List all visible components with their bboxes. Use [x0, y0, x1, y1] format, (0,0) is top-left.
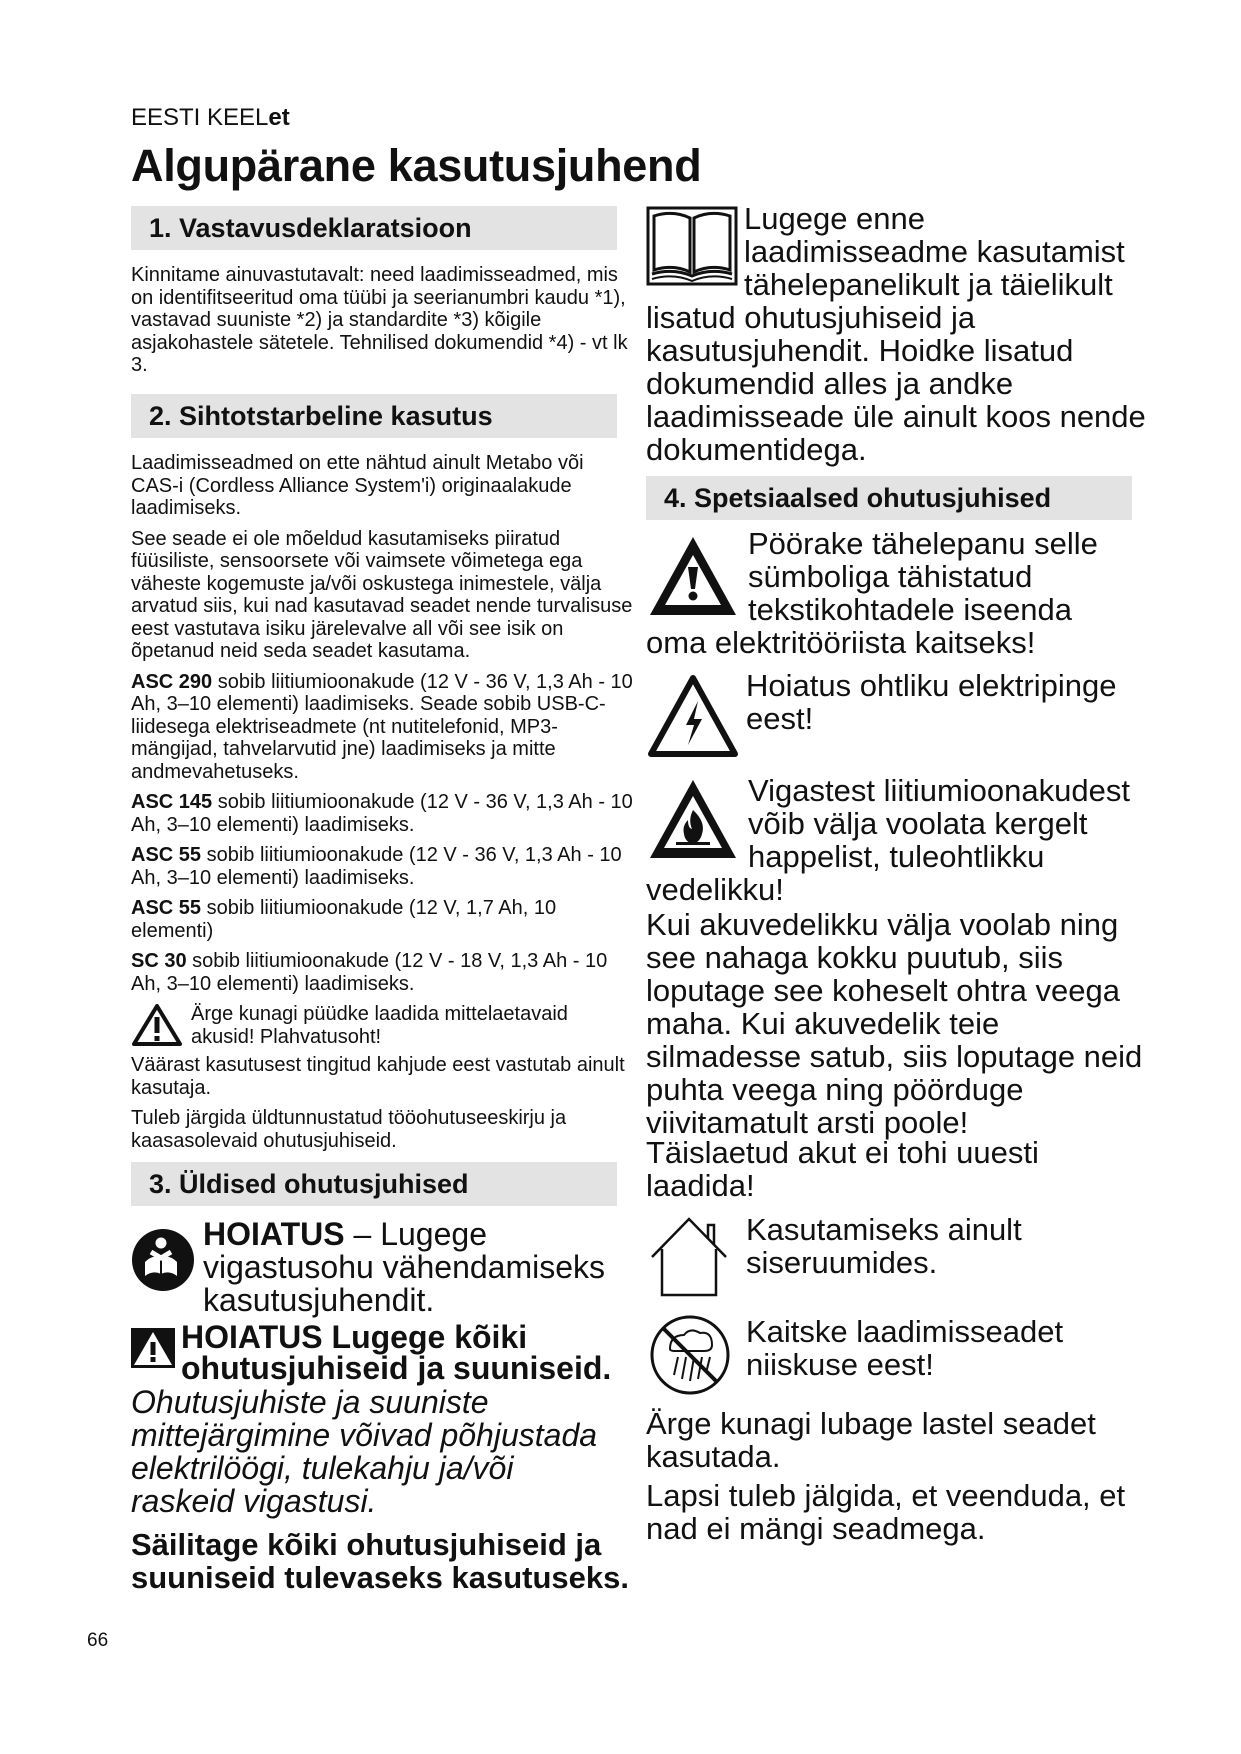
model-asc55-b: ASC 55 sobib liitiumioonakude (12 V, 1,7 Ah, 10 elementi)	[131, 897, 557, 942]
indoor-text: Kasutamiseks ainult siseruumides.	[746, 1212, 1022, 1280]
warning-triangle-icon	[131, 1003, 183, 1047]
hoiatus-read-all-block	[131, 1319, 651, 1595]
warning-triangle-icon	[131, 1328, 175, 1368]
open-book-icon	[646, 206, 738, 286]
children-use-text: Ärge kunagi lubage lastel seadet kasutada.	[646, 1406, 1096, 1474]
indoor-block	[646, 1213, 1146, 1279]
moisture-text: Kaitske laadimisseadet niiskuse eest!	[746, 1314, 1064, 1382]
skin-contact-text: Kui akuvedelikku välja voolab ning see nahaga kokku puutub, siis loputage see koheselt ohtra veega maha. Kui akuvedelik teie silmadesse satub, siis loputage neid puhta veega ning pöörduge viivitamatult arsti poole!	[646, 907, 1143, 1140]
restriction-text: See seade ei ole mõeldud kasutamiseks piiratud füüsiliste, sensoorsete või vaimsete võimetega ega väheste kogemuste ja/või oskustega inimestele, välja arvatud siis, kui nad kasutavad seadet nende turvalisuse eest vastutava isiku järelevalve all või see isik on õpetanud neid seda seadet kasutama.	[131, 527, 633, 662]
liability-text: Väärast kasutusest tingitud kahjude eest vastutab ainult kasutaja.	[131, 1054, 625, 1099]
no-recharge-text: Täislaetud akut ei tohi uuesti laadida!	[646, 1135, 1039, 1203]
read-manual-icon	[131, 1228, 195, 1292]
no-moisture-icon	[648, 1313, 732, 1397]
moisture-block	[646, 1313, 1146, 1381]
explosion-warning	[131, 1003, 636, 1048]
section-1-heading: 1. Vastavusdeklaratsioon	[131, 206, 617, 250]
read-first-block	[646, 202, 1146, 466]
section-2-heading: 2. Sihtotstarbeline kasutus	[131, 394, 617, 438]
explosion-warning-text: Ärge kunagi püüdke laadida mittelaetavaid akusid! Plahvatusoht!	[191, 1003, 568, 1048]
page-title: Algupärane kasutusjuhend	[131, 140, 702, 191]
section-1-body	[131, 264, 631, 385]
section-2-body	[131, 452, 636, 1160]
hoiatus-read-all-line2: ohutusjuhiseid ja suuniseid.	[181, 1350, 612, 1386]
children-supervise-text: Lapsi tuleb jälgida, et veenduda, et nad ei mängi seadmega.	[646, 1478, 1126, 1546]
model-asc55-a: ASC 55 sobib liitiumioonakude (12 V - 36 V, 1,3 Ah - 10 Ah, 3–10 elementi) laadimiseks.	[131, 844, 622, 889]
safety-rules-text: Tuleb järgida üldtunnustatud tööohutuseeskirju ja kaasasolevaid ohutusjuhiseid.	[131, 1107, 567, 1152]
hoiatus-manual-block	[131, 1218, 631, 1317]
consequences-text: Ohutusjuhiste ja suuniste mittejärgimine võivad põhjustada elektrilöögi, tulekahju ja/või raskeid vigastusi.	[131, 1384, 598, 1519]
fluid-block	[646, 774, 1146, 906]
voltage-text: Hoiatus ohtliku elektripinge eest!	[746, 668, 1117, 736]
read-first-text: Lugege enne laadimisseadme kasutamist tähelepanelikult ja täielikult lisatud ohutusjuhiseid ja kasutusjuhendit. Hoidke lisatud dokumendid alles ja andke laadimisseade üle ainult koos nende dokumentidega.	[646, 201, 1146, 467]
hoiatus-manual-text: HOIATUS – Lugege vigastusohu vähendamiseks kasutusjuhendit.	[203, 1216, 606, 1318]
section-3-heading: 3. Üldised ohutusjuhised	[131, 1162, 617, 1206]
attention-block	[646, 527, 1126, 659]
electric-voltage-icon	[646, 673, 740, 759]
attention-text: Pöörake tähelepanu selle sümboliga tähistatud tekstikohtadele iseenda oma elektritööriista kaitseks!	[646, 526, 1098, 660]
intended-use-text: Laadimisseadmed on ette nähtud ainult Metabo või CAS-i (Cordless Alliance System'i) originaalakude laadimiseks.	[131, 452, 584, 519]
model-asc145: ASC 145 sobib liitiumioonakude (12 V - 36 V, 1,3 Ah - 10 Ah, 3–10 elementi) laadimiseks.	[131, 791, 633, 836]
flammable-icon	[646, 776, 740, 862]
keep-instructions-text: Säilitage kõiki ohutusjuhiseid ja suuniseid tulevaseks kasutuseks.	[131, 1527, 629, 1595]
hoiatus-read-all-line1: HOIATUS Lugege kõiki	[181, 1319, 528, 1355]
attention-triangle-icon	[646, 533, 740, 619]
model-sc30: SC 30 sobib liitiumioonakude (12 V - 18 V, 1,3 Ah - 10 Ah, 3–10 elementi) laadimiseks.	[131, 950, 608, 995]
language-label: EESTI KEELet	[131, 104, 290, 131]
house-indoor-icon	[646, 1213, 732, 1299]
page-number: 66	[87, 1630, 109, 1651]
model-asc290: ASC 290 sobib liitiumioonakude (12 V - 36 V, 1,3 Ah - 10 Ah, 3–10 elementi) laadimiseks. Seade sobib USB-C-liidesega elektriseadmete (nt nutitelefonid, MP3-mängijad, tahvelarvutid jne) laadimiseks ja mitte andmevahetuseks.	[131, 670, 633, 783]
section-4-heading: 4. Spetsiaalsed ohutusjuhised	[646, 476, 1132, 520]
fluid-warning-text: Vigastest liitiumioonakudest võib välja voolata kergelt happelist, tuleohtlikku vedelikku!	[646, 773, 1130, 907]
conformity-text: Kinnitame ainuvastutavalt: need laadimisseadmed, mis on identifitseeritud oma tüübi ja seerianumbri kaudu *1), vastavad suuniste *2) ja standardite *3) kõigile asjakohastele sätetele. Tehnilised dokumendid *4) - vt lk 3.	[131, 264, 628, 376]
voltage-block	[646, 669, 1136, 735]
